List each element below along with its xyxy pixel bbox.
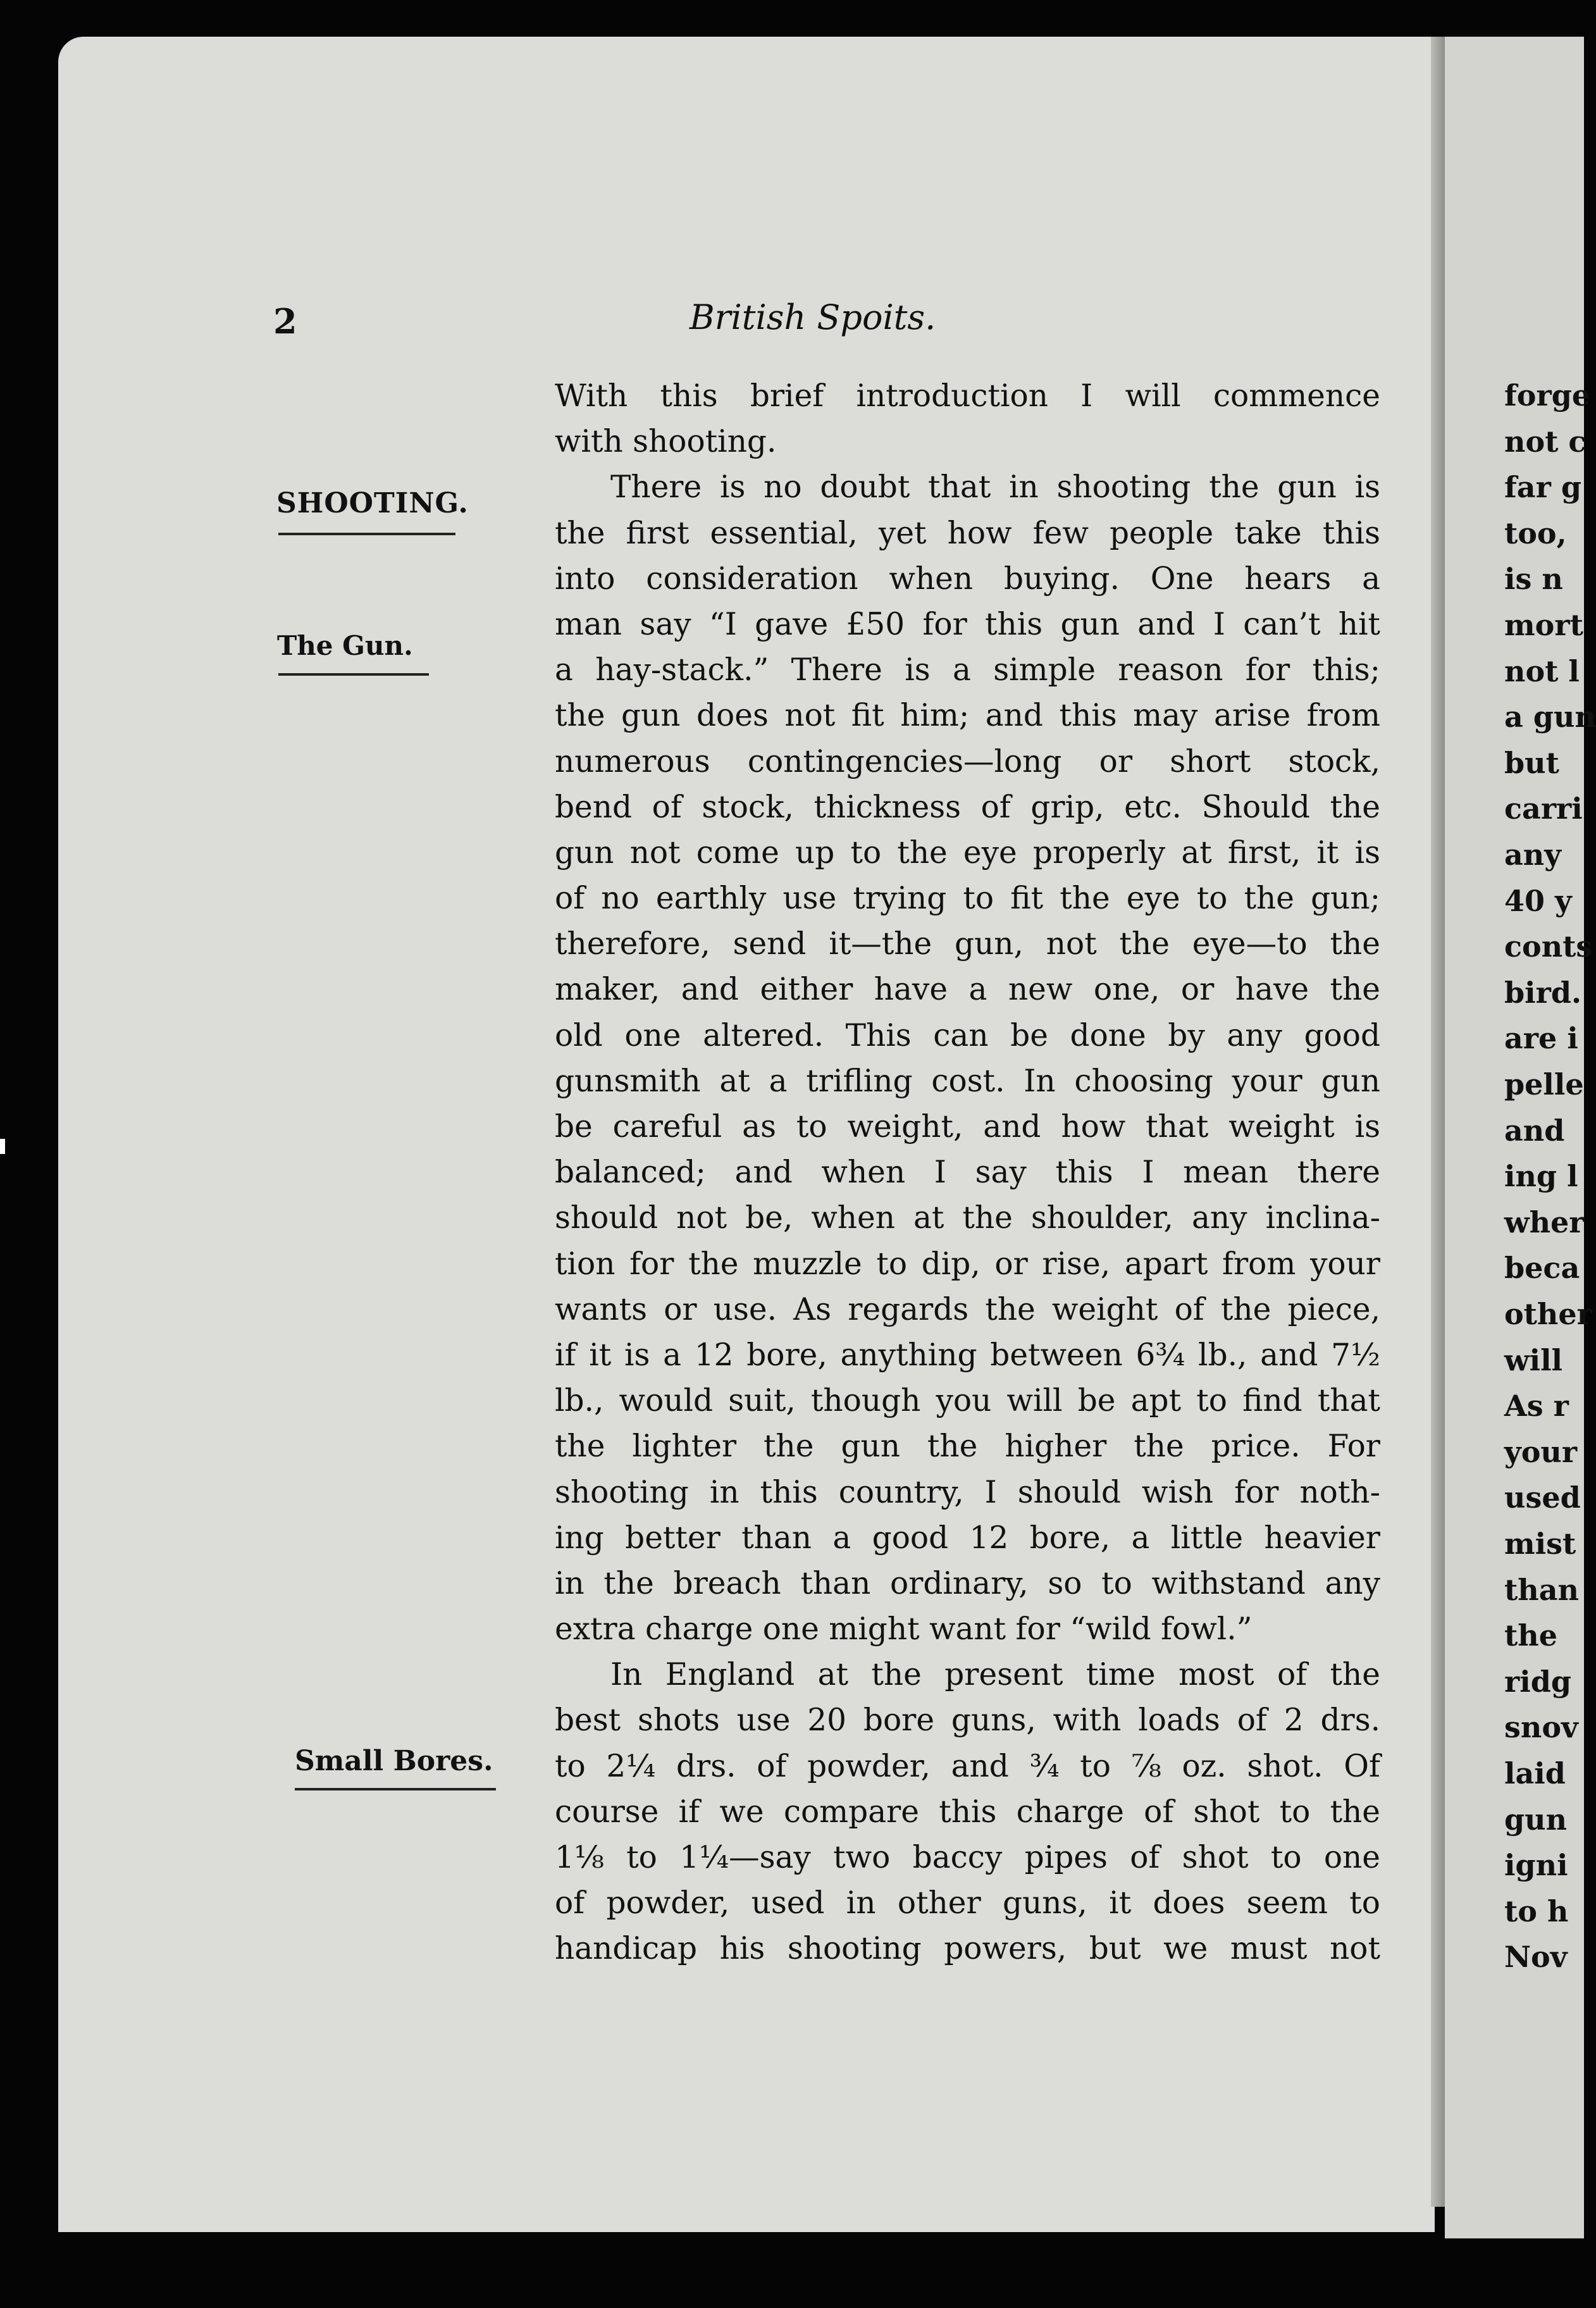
- margin-note-the-gun: The Gun.: [277, 630, 413, 661]
- right-page-line: igni: [1504, 1848, 1568, 1883]
- text-line: gun not come up to the eye properly at first, it is: [555, 834, 1380, 871]
- text-line: of powder, used in other guns, it does seem to: [555, 1885, 1380, 1921]
- right-page-line: is n: [1504, 562, 1563, 597]
- page-number: 2: [273, 301, 297, 342]
- text-line: In England at the present time most of the: [610, 1657, 1380, 1693]
- body-text: [555, 373, 1380, 1972]
- text-line: wants or use. As regards the weight of the piece,: [555, 1291, 1380, 1327]
- book-gutter: [1431, 37, 1445, 2207]
- right-page-line: laid: [1504, 1756, 1566, 1790]
- text-line: course if we compare this charge of shot to the: [555, 1794, 1380, 1830]
- text-line: of no earthly use trying to fit the eye to the gun;: [555, 881, 1380, 917]
- text-line: maker, and either have a new one, or have the: [555, 972, 1380, 1008]
- text-line: old one altered. This can be done by any good: [555, 1017, 1380, 1053]
- right-page-line: to h: [1504, 1894, 1569, 1928]
- text-line: the gun does not fit him; and this may arise from: [555, 698, 1380, 734]
- edge-mark: [0, 1139, 5, 1154]
- right-page-line: but: [1504, 745, 1559, 780]
- text-line: There is no doubt that in shooting the gun is: [610, 469, 1380, 506]
- text-line: shooting in this country, I should wish for noth-: [555, 1474, 1380, 1510]
- right-page-line: pelle: [1504, 1067, 1584, 1101]
- text-line: to 2¼ drs. of powder, and ¾ to ⅞ oz. shot. Of: [555, 1748, 1380, 1784]
- right-page-line: gun: [1504, 1802, 1568, 1837]
- text-line: if it is a 12 bore, anything between 6¾ lb., and 7½: [555, 1337, 1380, 1373]
- text-line: gunsmith at a trifling cost. In choosing your gun: [555, 1063, 1380, 1099]
- text-line: handicap his shooting powers, but we must not: [555, 1931, 1380, 1967]
- right-page-line: mort: [1504, 608, 1583, 642]
- right-page-line: too,: [1504, 516, 1567, 550]
- right-page-line: beca: [1504, 1251, 1580, 1286]
- text-line: with shooting.: [555, 424, 777, 460]
- right-page-line: ridg: [1504, 1664, 1572, 1699]
- text-line: man say “I gave £50 for this gun and I can’t hit: [555, 606, 1380, 642]
- text-line: lb., would suit, though you will be apt to find that: [555, 1383, 1380, 1419]
- margin-note-small-bores: Small Bores.: [295, 1745, 493, 1777]
- right-page-line: Nov: [1504, 1940, 1568, 1975]
- text-line: into consideration when buying. One hears a: [555, 561, 1380, 597]
- right-page-line: forge: [1504, 378, 1591, 413]
- text-line: a hay-stack.” There is a simple reason for this;: [555, 652, 1380, 688]
- right-page-line: conts: [1504, 929, 1593, 964]
- right-page-line: As r: [1504, 1389, 1569, 1424]
- right-page-line: the: [1504, 1618, 1557, 1653]
- right-page-line: 40 y: [1504, 883, 1572, 918]
- text-line: the lighter the gun the higher the price. For: [555, 1429, 1380, 1465]
- right-page-line: any: [1504, 838, 1561, 872]
- text-line: 1⅛ to 1¼—say two baccy pipes of shot to one: [555, 1840, 1380, 1875]
- right-page-line: ing l: [1504, 1159, 1578, 1194]
- right-page-line: not c: [1504, 424, 1587, 459]
- text-line: best shots use 20 bore guns, with loads of 2 drs.: [555, 1703, 1380, 1739]
- right-page-line: snov: [1504, 1710, 1578, 1745]
- right-page-line: your: [1504, 1434, 1578, 1469]
- text-line: balanced; and when I say this I mean there: [555, 1155, 1380, 1191]
- text-line: tion for the muzzle to dip, or rise, apart from your: [555, 1246, 1380, 1282]
- text-line: should not be, when at the shoulder, any inclina-: [555, 1200, 1380, 1236]
- right-page-line: other: [1504, 1297, 1592, 1331]
- right-page-line: wher: [1504, 1205, 1585, 1239]
- right-page-line: are i: [1504, 1021, 1578, 1056]
- margin-note-shooting: SHOOTING.: [276, 487, 469, 519]
- text-line: extra charge one might want for “wild fowl.”: [555, 1611, 1253, 1647]
- text-line: in the breach than ordinary, so to withstand any: [555, 1565, 1380, 1601]
- text-line: therefore, send it—the gun, not the eye—to the: [555, 926, 1380, 962]
- right-page-line: will: [1504, 1343, 1563, 1377]
- right-page-line: mist: [1504, 1527, 1576, 1561]
- running-head: British Spoits.: [690, 297, 936, 337]
- text-line: the first essential, yet how few people take this: [555, 515, 1380, 551]
- text-line: bend of stock, thickness of grip, etc. Should the: [555, 789, 1380, 825]
- right-page-line: a gun: [1504, 700, 1596, 735]
- text-line: numerous contingencies—long or short stock,: [555, 743, 1380, 779]
- text-line: With this brief introduction I will commence: [555, 378, 1380, 414]
- right-page-line: carri: [1504, 791, 1583, 826]
- right-page-line: than: [1504, 1572, 1579, 1607]
- text-line: ing better than a good 12 bore, a little heavier: [555, 1520, 1380, 1556]
- right-page-line: and: [1504, 1113, 1565, 1148]
- right-page-line: far g: [1504, 470, 1582, 505]
- right-page-line: bird.: [1504, 975, 1582, 1010]
- margin-rule: [295, 1788, 496, 1790]
- margin-rule: [278, 533, 455, 535]
- right-page-line: not l: [1504, 654, 1580, 688]
- right-page: [1445, 37, 1596, 2238]
- margin-rule: [278, 673, 429, 676]
- right-page-line: used: [1504, 1480, 1581, 1515]
- text-line: be careful as to weight, and how that weight is: [555, 1109, 1380, 1145]
